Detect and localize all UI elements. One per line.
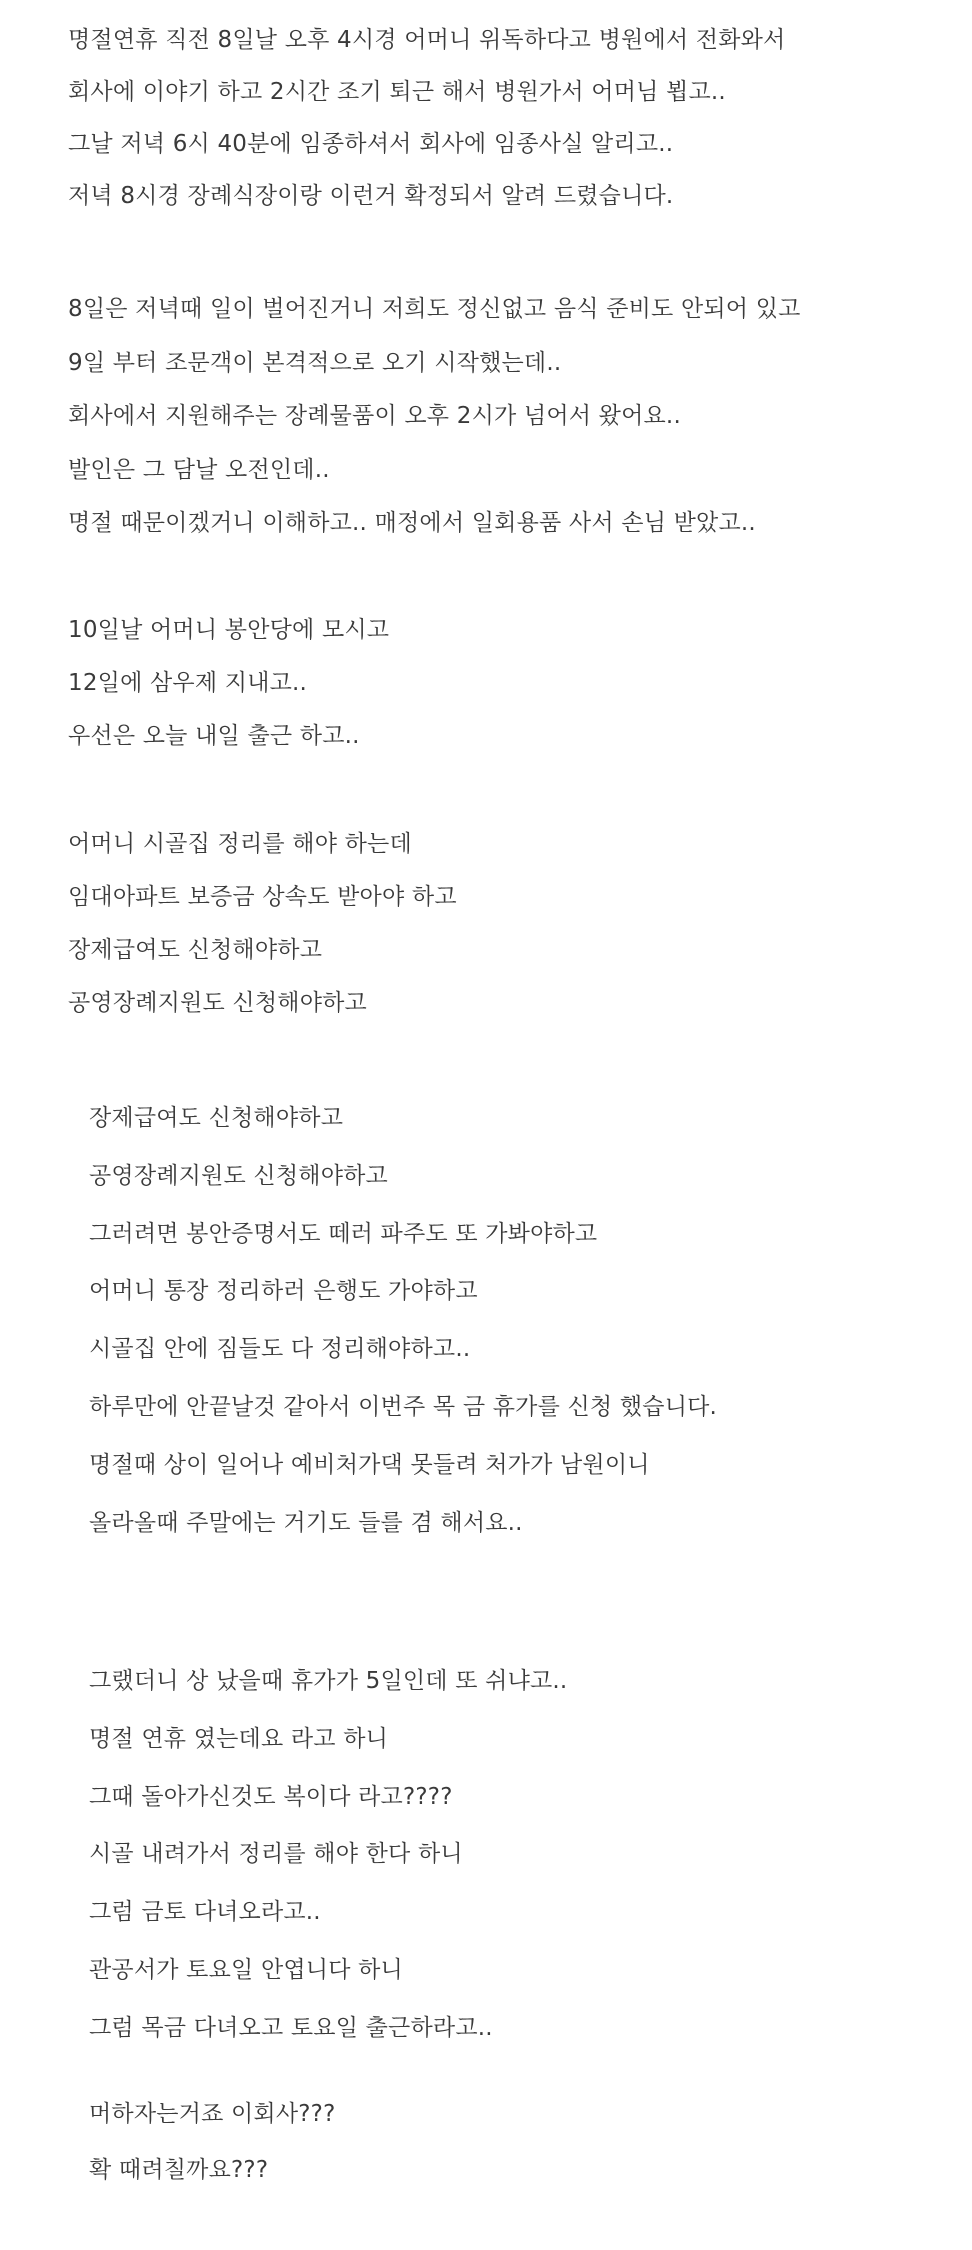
text-line: 명절 때문이겠거니 이해하고.. 매정에서 일회용품 사서 손님 받았고.. [68, 510, 756, 536]
text-line: 확 때려칠까요??? [89, 2157, 269, 2183]
text-line: 그럼 목금 다녀오고 토요일 출근하라고.. [89, 2015, 493, 2041]
text-line: 공영장례지원도 신청해야하고 [68, 990, 367, 1016]
text-line: 명절때 상이 일어나 예비처가댁 못들려 처가가 남원이니 [89, 1452, 650, 1478]
text-line: 시골 내려가서 정리를 해야 한다 하니 [89, 1841, 463, 1867]
text-line: 그러려면 봉안증명서도 떼러 파주도 또 가봐야하고 [89, 1221, 598, 1247]
text-line: 관공서가 토요일 안엽니다 하니 [89, 1957, 403, 1983]
text-line: 장제급여도 신청해야하고 [89, 1105, 344, 1131]
text-line: 머하자는거죠 이회사??? [89, 2101, 336, 2127]
text-line: 12일에 삼우제 지내고.. [68, 670, 308, 696]
text-line: 8일은 저녁때 일이 벌어진거니 저희도 정신없고 음식 준비도 안되어 있고 [68, 296, 801, 322]
text-line: 명절 연휴 였는데요 라고 하니 [89, 1726, 389, 1752]
text-line: 올라올때 주말에는 거기도 들를 겸 해서요.. [89, 1510, 523, 1536]
text-line: 그날 저녁 6시 40분에 임종하셔서 회사에 임종사실 알리고.. [68, 131, 674, 157]
text-line: 회사에 이야기 하고 2시간 조기 퇴근 해서 병원가서 어머님 뵙고.. [68, 79, 726, 105]
text-line: 9일 부터 조문객이 본격적으로 오기 시작했는데.. [68, 350, 562, 376]
text-line: 명절연휴 직전 8일날 오후 4시경 어머니 위독하다고 병원에서 전화와서 [68, 27, 786, 53]
text-line: 장제급여도 신청해야하고 [68, 937, 323, 963]
text-line: 발인은 그 담날 오전인데.. [68, 457, 330, 483]
text-line: 10일날 어머니 봉안당에 모시고 [68, 617, 390, 643]
text-line: 공영장례지원도 신청해야하고 [89, 1163, 388, 1189]
text-line: 저녁 8시경 장례식장이랑 이런거 확정되서 알려 드렸습니다. [68, 183, 674, 209]
text-line: 회사에서 지원해주는 장례물품이 오후 2시가 넘어서 왔어요.. [68, 403, 681, 429]
text-line: 그럼 금토 다녀오라고.. [89, 1899, 321, 1925]
text-line: 어머니 시골집 정리를 해야 하는데 [68, 831, 412, 857]
text-line: 하루만에 안끝날것 같아서 이번주 목 금 휴가를 신청 했습니다. [89, 1394, 718, 1420]
text-line: 시골집 안에 짐들도 다 정리해야하고.. [89, 1336, 471, 1362]
text-line: 그랬더니 상 났을때 휴가가 5일인데 또 쉬냐고.. [89, 1668, 568, 1694]
text-line: 우선은 오늘 내일 출근 하고.. [68, 723, 360, 749]
text-line: 어머니 통장 정리하러 은행도 가야하고 [89, 1278, 478, 1304]
text-line: 임대아파트 보증금 상속도 받아야 하고 [68, 884, 457, 910]
text-line: 그때 돌아가신것도 복이다 라고???? [89, 1784, 453, 1810]
